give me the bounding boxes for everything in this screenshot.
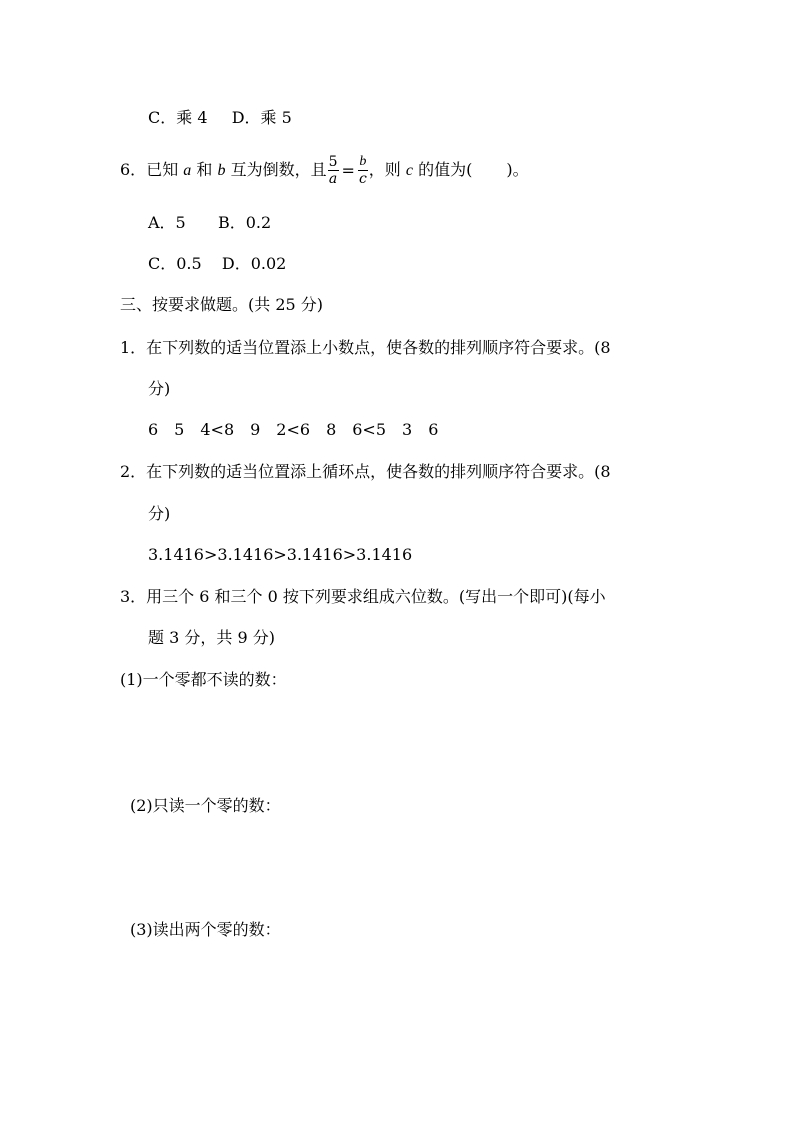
s3-q3-line1: 3．用三个 6 和三个 0 按下列要求组成六位数。(写出一个即可)(每小 xyxy=(120,587,606,606)
s3-q3-sub3: (3)读出两个零的数： xyxy=(130,920,281,939)
q6-text-4: ，则 xyxy=(368,160,401,179)
q5-option-d: D．乘 5 xyxy=(231,108,292,127)
q6-text-5: 的值为( xyxy=(418,160,473,179)
q6-option-a: A．5 xyxy=(148,213,186,232)
q6-fraction-2-denominator: c xyxy=(358,171,367,187)
q6-text-6: )。 xyxy=(506,160,529,179)
s3-q3-sub1: (1)一个零都不读的数： xyxy=(120,670,287,689)
q6-fraction-1-denominator: a xyxy=(328,171,338,187)
s3-q1-line1: 1．在下列数的适当位置添上小数点，使各数的排列顺序符合要求。(8 xyxy=(120,338,611,357)
s3-q1-line2: 分) xyxy=(148,379,171,398)
q6-fraction-1-numerator: 5 xyxy=(328,154,338,170)
q6-stem xyxy=(120,152,529,189)
q6-var-c: c xyxy=(405,162,413,179)
q5-option-c: C．乘 4 xyxy=(148,108,208,127)
s3-q2-numbers: 3.1416>3.1416>3.1416>3.1416 xyxy=(148,545,413,564)
q6-option-c: C．0.5 xyxy=(148,254,202,273)
section-3-heading: 三、按要求做题。(共 25 分) xyxy=(120,295,324,314)
q6-var-a: a xyxy=(183,162,192,179)
q6-options-cd xyxy=(148,254,286,274)
q6-option-d: D．0.02 xyxy=(221,254,287,273)
q6-text-1: 已知 xyxy=(146,160,179,179)
q6-text-2: 和 xyxy=(196,160,213,179)
q6-text-3: 互为倒数，且 xyxy=(230,160,327,179)
s3-q3-sub2: (2)只读一个零的数： xyxy=(130,796,281,815)
q6-fraction-2 xyxy=(358,154,368,187)
q6-equals: = xyxy=(341,160,355,180)
s3-q3-line2: 题 3 分，共 9 分) xyxy=(148,628,275,647)
q6-fraction-1 xyxy=(328,154,339,187)
q6-option-b: B．0.2 xyxy=(217,213,272,232)
q6-options-ab xyxy=(148,213,271,233)
q6-number: 6． xyxy=(120,160,147,179)
q6-var-b: b xyxy=(217,162,226,179)
s3-q1-numbers: 6 5 4<8 9 2<6 8 6<5 3 6 xyxy=(148,420,439,439)
q5-options-cd xyxy=(148,108,292,128)
s3-q2-line1: 2．在下列数的适当位置添上循环点，使各数的排列顺序符合要求。(8 xyxy=(120,462,611,481)
s3-q2-line2: 分) xyxy=(148,504,171,523)
q6-fraction-2-numerator: b xyxy=(359,154,367,169)
